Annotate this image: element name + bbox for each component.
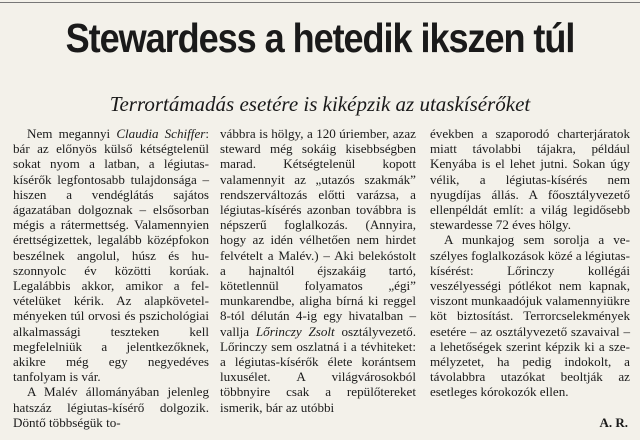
headline: Stewardess a hetedik ikszen túl	[65, 15, 575, 61]
article-column-1	[13, 126, 209, 430]
paragraph: A munkajog sem sorolja a veszélyes foglalkozások közé a légiutas-kísérést: Lőrinczy kollégái veszélyességi pótlékot nem kapnak, viszont munkaadójuk valamennyiükre köt biztosítást. Terrorcselekmények esetére – az osztályvezető szavaival – a lehetőségek szerint képzik ki a személyzetet, ha pedig indokolt, a távolabbra utazókat beoltják az esetleges kórokozók ellen.	[430, 232, 630, 400]
paragraph	[220, 126, 416, 415]
person-name: Lőrinczy Zsolt	[255, 323, 335, 339]
text-run: vábbra is hölgy, a 120 úriember, azaz steward még sokáig kisebbségben marad. Kétségtelenül kopott valamennyit az „utazós szakmák” rendszerváltozás előtti varázsa, a légiutas-kísérés azonban továbbra is népszerű foglalkozás. (Annyira, hogy az idén vélhetően nem hirdet felvételt a Malév.) – Aki belekóstolt a hajnaltól éjszakáig tartó, kötetlennül folyamatos „égi” munkarendbe, aligha bírná ki reggel 8-tól délután 4-ig egy hivatalban – vallja	[220, 126, 416, 339]
paragraph	[13, 126, 209, 384]
paragraph: években a szaporodó charterjáratok miatt távolabbi tájakra, például Kenyába is el lehet jutni. Sokan úgy vélik, a légiutas-kísérés nem nyugdíjas állás. A főosztályvezető ellenpéldát említ: a világ legidősebb stewardesse 72 éves hölgy.	[430, 126, 630, 233]
article-column-3	[430, 126, 630, 400]
subheadline: Terrortámadás esetére is kiképzik az utaskísérőket	[109, 92, 531, 116]
text-run: osztályvezető. Lőrinczy sem oszlatná i a tévhiteket: a légiutas-kísérők élete korántsem luxusélet. A világvárosokból többnyire csak a repülőtereket ismerik, bár az utóbbi	[220, 323, 416, 415]
article-column-2	[220, 126, 416, 415]
text-run: : bár az előnyös külső kétségtelenül sokat nyom a latban, a légiutas-kísérők legfontosabb tulajdonsága – hiszen a vendéglátás sajátos ágazatában dolgoznak – elsősorban mégis a rátermettség. Valamennyien érettségizettek, legalább középfokon beszélnek angolul, húsz és huszonnyolc év közötti korúak. Legalábbis akkor, amikor a felvételüket kérik. Az alapkövetelményeken túl orvosi és pszichológiai alkalmassági teszteken kell megfelelniük a jelentkezőknek, akikre még egy negyedéves tanfolyam is vár.	[13, 126, 209, 385]
text-run: Nem megannyi	[27, 126, 117, 141]
person-name: Claudia Schiffer	[116, 126, 206, 141]
top-rule	[0, 2, 640, 3]
byline: A. R.	[599, 415, 628, 430]
paragraph: A Malév állományában jelenleg hatszáz légiutas-kísérő dolgozik. Döntő többségük to-	[13, 384, 209, 430]
